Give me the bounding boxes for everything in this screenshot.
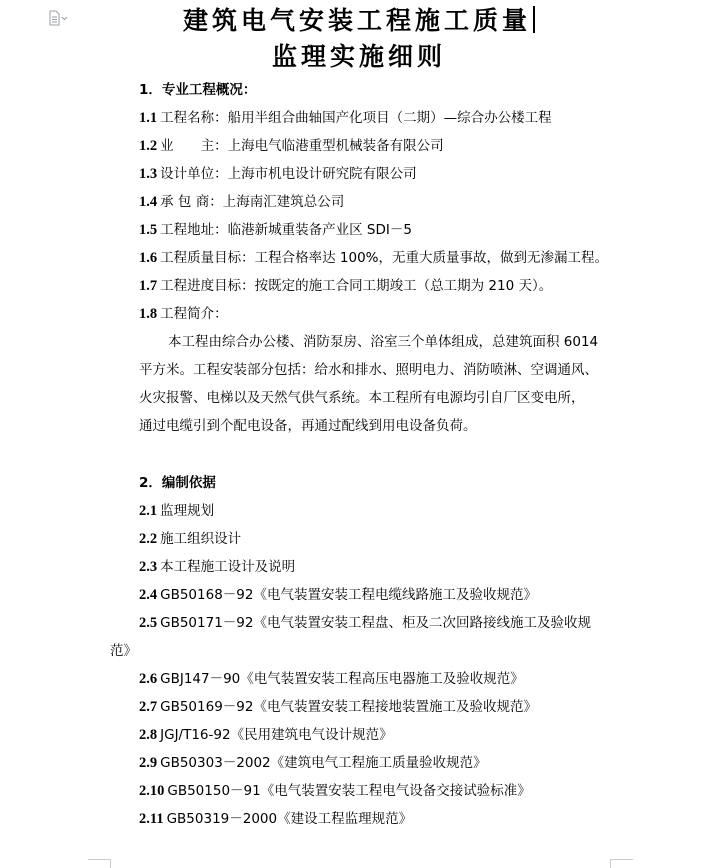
section1-item: 1.7 工程进度目标：按既定的施工合同工期竣工（总工期为 210 天）。	[139, 278, 553, 294]
section2-item: 2.5 GB50171－92《电气装置安装工程盘、柜及二次回路接线施工及验收规	[139, 615, 591, 631]
section2-item: 2.2 施工组织设计	[139, 531, 242, 547]
intro-paragraph-line: 火灾报警、电梯以及天然气供气系统。本工程所有电源均引自厂区变电所，	[139, 390, 585, 406]
section2-item: 2.3 本工程施工设计及说明	[139, 559, 296, 575]
section2-item: 2.6 GBJ147－90《电气装置安装工程高压电器施工及验收规范》	[139, 671, 524, 687]
section1-item: 1.8 工程简介：	[139, 306, 228, 322]
section2-item: 2.11 GB50319－2000《建设工程监理规范》	[139, 811, 413, 827]
section1-item: 1.4 承 包 商：上海南汇建筑总公司	[139, 194, 345, 210]
section2-item: 2.9 GB50303－2002《建筑电气工程施工质量验收规范》	[139, 755, 487, 771]
section1-item: 1.6 工程质量目标：工程合格率达 100%，无重大质量事故，做到无渗漏工程。	[139, 250, 609, 266]
section2-item: 2.8 JGJ/T16-92《民用建筑电气设计规范》	[139, 727, 393, 743]
page-corner-mark-left	[88, 859, 111, 868]
section2-item-continuation: 范》	[110, 643, 137, 659]
section2-item: 2.7 GB50169－92《电气装置安装工程接地装置施工及验收规范》	[139, 699, 537, 715]
intro-paragraph-line: 本工程由综合办公楼、消防泵房、浴室三个单体组成，总建筑面积 6014	[168, 334, 599, 350]
document-title-line2: 监理实施细则	[271, 42, 446, 71]
section1-item: 1.2 业 主：上海电气临港重型机械装备有限公司	[139, 138, 444, 154]
document-title-line1: 建筑电气安装工程施工质量	[0, 6, 718, 36]
section2-item: 2.10 GB50150－91《电气装置安装工程电气设备交接试验标准》	[139, 783, 531, 799]
intro-paragraph-line: 平方米。工程安装部分包括：给水和排水、照明电力、消防喷淋、空调通风、	[139, 362, 598, 378]
intro-paragraph-line: 通过电缆引到个配电设备，再通过配线到用电设备负荷。	[139, 418, 477, 434]
section1-item: 1.1 工程名称：船用半组合曲轴国产化项目（二期）—综合办公楼工程	[139, 110, 552, 126]
section2-item: 2.4 GB50168－92《电气装置安装工程电缆线路施工及验收规范》	[139, 587, 537, 603]
page-corner-mark-right	[610, 859, 633, 868]
section1-heading: 1．专业工程概况：	[139, 82, 257, 98]
section2-item: 2.1 监理规划	[139, 503, 215, 519]
text-cursor	[533, 6, 535, 33]
section2-heading: 2．编制依据	[139, 475, 216, 491]
section1-item: 1.5 工程地址：临港新城重装备产业区 SDI－5	[139, 222, 412, 238]
section1-item: 1.3 设计单位：上海市机电设计研究院有限公司	[139, 166, 417, 182]
